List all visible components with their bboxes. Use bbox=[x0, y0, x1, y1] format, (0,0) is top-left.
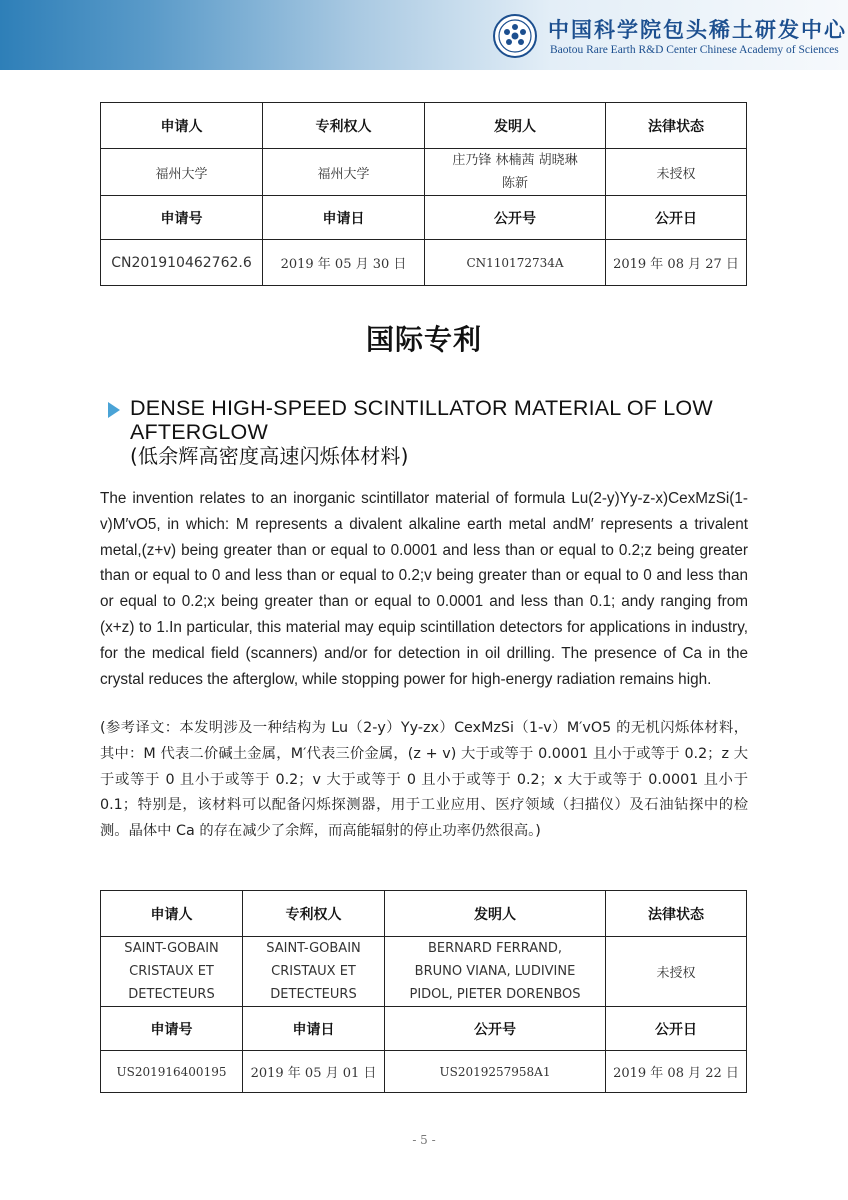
header-patentee: 专利权人 bbox=[243, 891, 385, 937]
org-name-cn: 中国科学院包头稀土研发中心 bbox=[548, 17, 847, 42]
header-application-date: 申请日 bbox=[243, 1007, 385, 1051]
header-publication-date: 公开日 bbox=[606, 196, 747, 240]
header-patentee: 专利权人 bbox=[263, 103, 425, 149]
header-publication-number: 公开号 bbox=[425, 196, 606, 240]
patentee-value: 福州大学 bbox=[263, 149, 425, 196]
application-number-value: CN201910462762.6 bbox=[101, 240, 263, 286]
applicant-line: DETECTEURS bbox=[128, 987, 215, 1002]
patentee-value bbox=[243, 937, 385, 1007]
abstract-cn: (参考译文：本发明涉及一种结构为 Lu（2-y）Yy-zx）CexMzSi（1-v）M′vO5 的无机闪烁体材料，其中：M 代表二价碱土金属，M′代表三价金属，(z + v) 大于或等于 0.0001 且小于或等于 0.2；z 大于或等于 0 且小于或等于 0.2；v 大于或等于 0 且小于或等于 0.2；x 大于或等于 0.0001 且小于 0.1；特别是，该材料可以配备闪烁探测器，用于工业应用、医疗领域（扫描仪）及石油钻探中的检测。晶体中 Ca 的存在减少了余辉，而高能辐射的停止功率仍然很高。) bbox=[100, 720, 748, 840]
header-inventor: 发明人 bbox=[425, 103, 606, 149]
inventor-line: BRUNO VIANA, LUDIVINE bbox=[414, 964, 576, 979]
header-inventor: 发明人 bbox=[385, 891, 606, 937]
application-date-value: 2019 年 05 月 30 日 bbox=[263, 240, 425, 286]
application-date-value: 2019 年 05 月 01 日 bbox=[243, 1051, 385, 1093]
abstract-en: The invention relates to an inorganic scintillator material of formula Lu(2-y)Yy-z-x)CexMzSi(1-v)M′vO5, in which: M represents a divalent alkaline earth metal andM′ represents a trivalent metal,(z+v) being greater than or equal to 0.0001 and less than or equal to 0.2;z being greater than or equal to 0 and less than or equal to 0.2;v being greater than or equal to 0 and less than or equal to 0.2;x being greater than or equal to 0.0001 and less than 0.1; andy ranging from (x+z) to 1.In particular, this material may equip scintillation detectors for applications in industry, for the medical field (scanners) and/or for detection in oil drilling. The presence of Ca in the crystal reduces the afterglow, while stopping power for high-energy radiation remains high. bbox=[100, 490, 748, 688]
page-header bbox=[0, 0, 848, 70]
inventor-line: PIDOL, PIETER DORENBOS bbox=[409, 987, 581, 1002]
publication-number-value: US2019257958A1 bbox=[385, 1051, 606, 1093]
triangle-bullet-icon bbox=[108, 402, 120, 418]
inventor-line: 陈新 bbox=[501, 176, 528, 191]
patentee-line: CRISTAUX ET bbox=[271, 964, 356, 979]
application-number-value: US201916400195 bbox=[101, 1051, 243, 1093]
patentee-line: SAINT-GOBAIN bbox=[266, 941, 361, 956]
legal-status-value: 未授权 bbox=[606, 149, 747, 196]
header-application-number: 申请号 bbox=[101, 1007, 243, 1051]
patent-title-cn: (低余辉高密度高速闪烁体材料) bbox=[130, 444, 409, 468]
publication-date-value: 2019 年 08 月 27 日 bbox=[606, 240, 747, 286]
patent1-info-table bbox=[100, 102, 747, 286]
cas-logo-icon bbox=[493, 14, 537, 58]
applicant-line: SAINT-GOBAIN bbox=[124, 941, 219, 956]
header-publication-number: 公开号 bbox=[385, 1007, 606, 1051]
inventor-value bbox=[425, 149, 606, 196]
patent-title-en: DENSE HIGH-SPEED SCINTILLATOR MATERIAL OF LOW AFTERGLOW bbox=[130, 396, 713, 444]
header-legal-status: 法律状态 bbox=[606, 891, 747, 937]
header-publication-date: 公开日 bbox=[606, 1007, 747, 1051]
applicant-value bbox=[101, 937, 243, 1007]
patentee-line: DETECTEURS bbox=[270, 987, 357, 1002]
publication-date-value: 2019 年 08 月 22 日 bbox=[606, 1051, 747, 1093]
applicant-value: 福州大学 bbox=[101, 149, 263, 196]
header-applicant: 申请人 bbox=[101, 891, 243, 937]
inventor-value bbox=[385, 937, 606, 1007]
applicant-line: CRISTAUX ET bbox=[129, 964, 214, 979]
patent-title bbox=[130, 396, 750, 468]
patent2-info-table bbox=[100, 890, 747, 1093]
publication-number-value: CN110172734A bbox=[425, 240, 606, 286]
header-applicant: 申请人 bbox=[101, 103, 263, 149]
section-title: 国际专利 bbox=[365, 323, 482, 356]
inventor-line: BERNARD FERRAND, bbox=[428, 941, 562, 956]
page-number: - 5 - bbox=[412, 1133, 436, 1147]
org-name-en: Baotou Rare Earth R&D Center Chinese Academy of Sciences bbox=[550, 44, 839, 56]
header-application-date: 申请日 bbox=[263, 196, 425, 240]
legal-status-value: 未授权 bbox=[606, 937, 747, 1007]
header-application-number: 申请号 bbox=[101, 196, 263, 240]
inventor-line: 庄乃锋 林楠茜 胡晓琳 bbox=[452, 153, 578, 168]
header-legal-status: 法律状态 bbox=[606, 103, 747, 149]
